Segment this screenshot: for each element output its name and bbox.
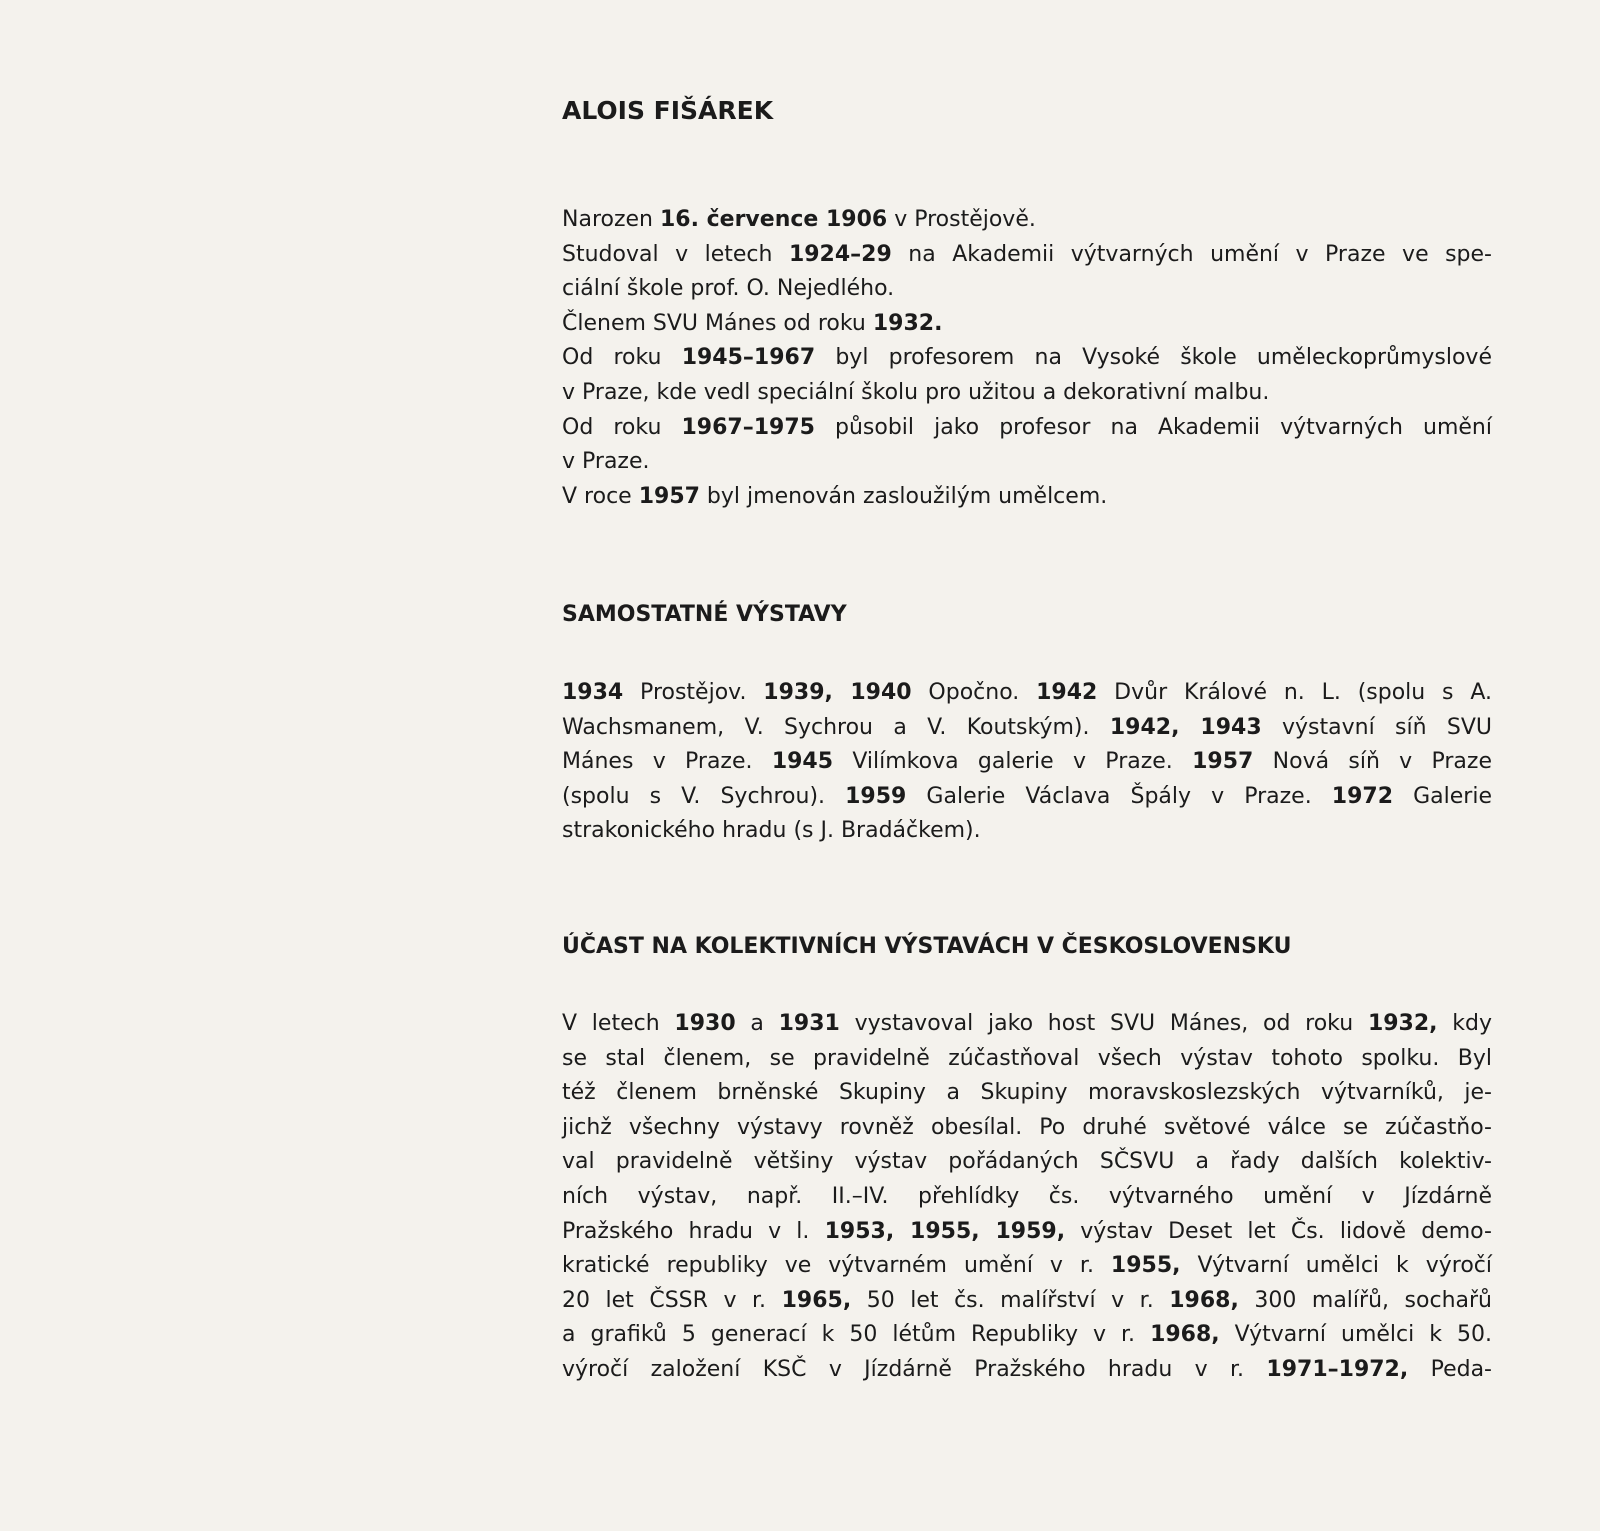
bio-line: V roce 1957 byl jmenován zasloužilým umělcem. — [562, 483, 1108, 509]
bio-line: v Praze. — [562, 449, 650, 475]
bio-line: ciální škole prof. O. Nejedlého. — [562, 276, 895, 302]
bio-line: Studoval v letech 1924–29 na Akademii výtvarných umění v Praze ve spe- — [562, 241, 1492, 267]
collective-exhibitions-heading: ÚČAST NA KOLEKTIVNÍCH VÝSTAVÁCH V ČESKOSLOVENSKU — [562, 934, 1292, 959]
bio-line: Narozen 16. července 1906 v Prostějově. — [562, 207, 1036, 232]
solo-exhibitions-heading: SAMOSTATNÉ VÝSTAVY — [562, 602, 847, 627]
collective-line: Pražského hradu v l. 1953, 1955, 1959, výstav Deset let Čs. lidově demo- — [562, 1218, 1492, 1244]
solo-exhibitions-paragraph — [562, 676, 1492, 849]
collective-line: kratické republiky ve výtvarném umění v r. 1955, Výtvarní umělci k výročí — [562, 1253, 1492, 1279]
solo-line: 1934 Prostějov. 1939, 1940 Opočno. 1942 Dvůr Králové n. L. (spolu s A. — [562, 680, 1492, 705]
bio-line: v Praze, kde vedl speciální školu pro užitou a dekorativní malbu. — [562, 379, 1270, 405]
collective-line: výročí založení KSČ v Jízdárně Pražského hradu v r. 1971–1972, Peda- — [562, 1356, 1492, 1382]
collective-line: a grafiků 5 generací k 50 létům Republiky v r. 1968, Výtvarní umělci k 50. — [562, 1322, 1493, 1348]
bio-line: Od roku 1967–1975 působil jako profesor na Akademii výtvarných umění — [562, 414, 1492, 440]
collective-line: val pravidelně většiny výstav pořádaných SČSVU a řady dalších kolektiv- — [562, 1149, 1492, 1175]
collective-line: ních výstav, např. II.–IV. přehlídky čs. výtvarného umění v Jízdárně — [562, 1183, 1492, 1209]
solo-line: Wachsmanem, V. Sychrou a V. Koutským). 1942, 1943 výstavní síň SVU — [562, 714, 1492, 740]
solo-line: (spolu s V. Sychrou). 1959 Galerie Václava Špály v Praze. 1972 Galerie — [562, 783, 1492, 809]
collective-line: se stal členem, se pravidelně zúčastňoval všech výstav tohoto spolku. Byl — [562, 1045, 1492, 1071]
solo-line: Mánes v Praze. 1945 Vilímkova galerie v Praze. 1957 Nová síň v Praze — [562, 749, 1492, 775]
collective-line: 20 let ČSSR v r. 1965, 50 let čs. malířství v r. 1968, 300 malířů, sochařů — [562, 1287, 1492, 1313]
bio-paragraph — [562, 203, 1492, 514]
page-title: ALOIS FIŠÁREK — [562, 96, 774, 125]
collective-exhibitions-paragraph — [562, 1007, 1492, 1388]
collective-line: V letech 1930 a 1931 vystavoval jako host SVU Mánes, od roku 1932, kdy — [562, 1011, 1492, 1036]
bio-line: Od roku 1945–1967 byl profesorem na Vysoké škole uměleckoprůmyslové — [562, 345, 1492, 371]
bio-line: Členem SVU Mánes od roku 1932. — [562, 310, 943, 336]
solo-line: strakonického hradu (s J. Bradáčkem). — [562, 818, 981, 844]
collective-line: též členem brněnské Skupiny a Skupiny moravskoslezských výtvarníků, je- — [562, 1080, 1492, 1106]
collective-line: jichž všechny výstavy rovněž obesílal. Po druhé světové válce se zúčastňo- — [562, 1114, 1492, 1140]
